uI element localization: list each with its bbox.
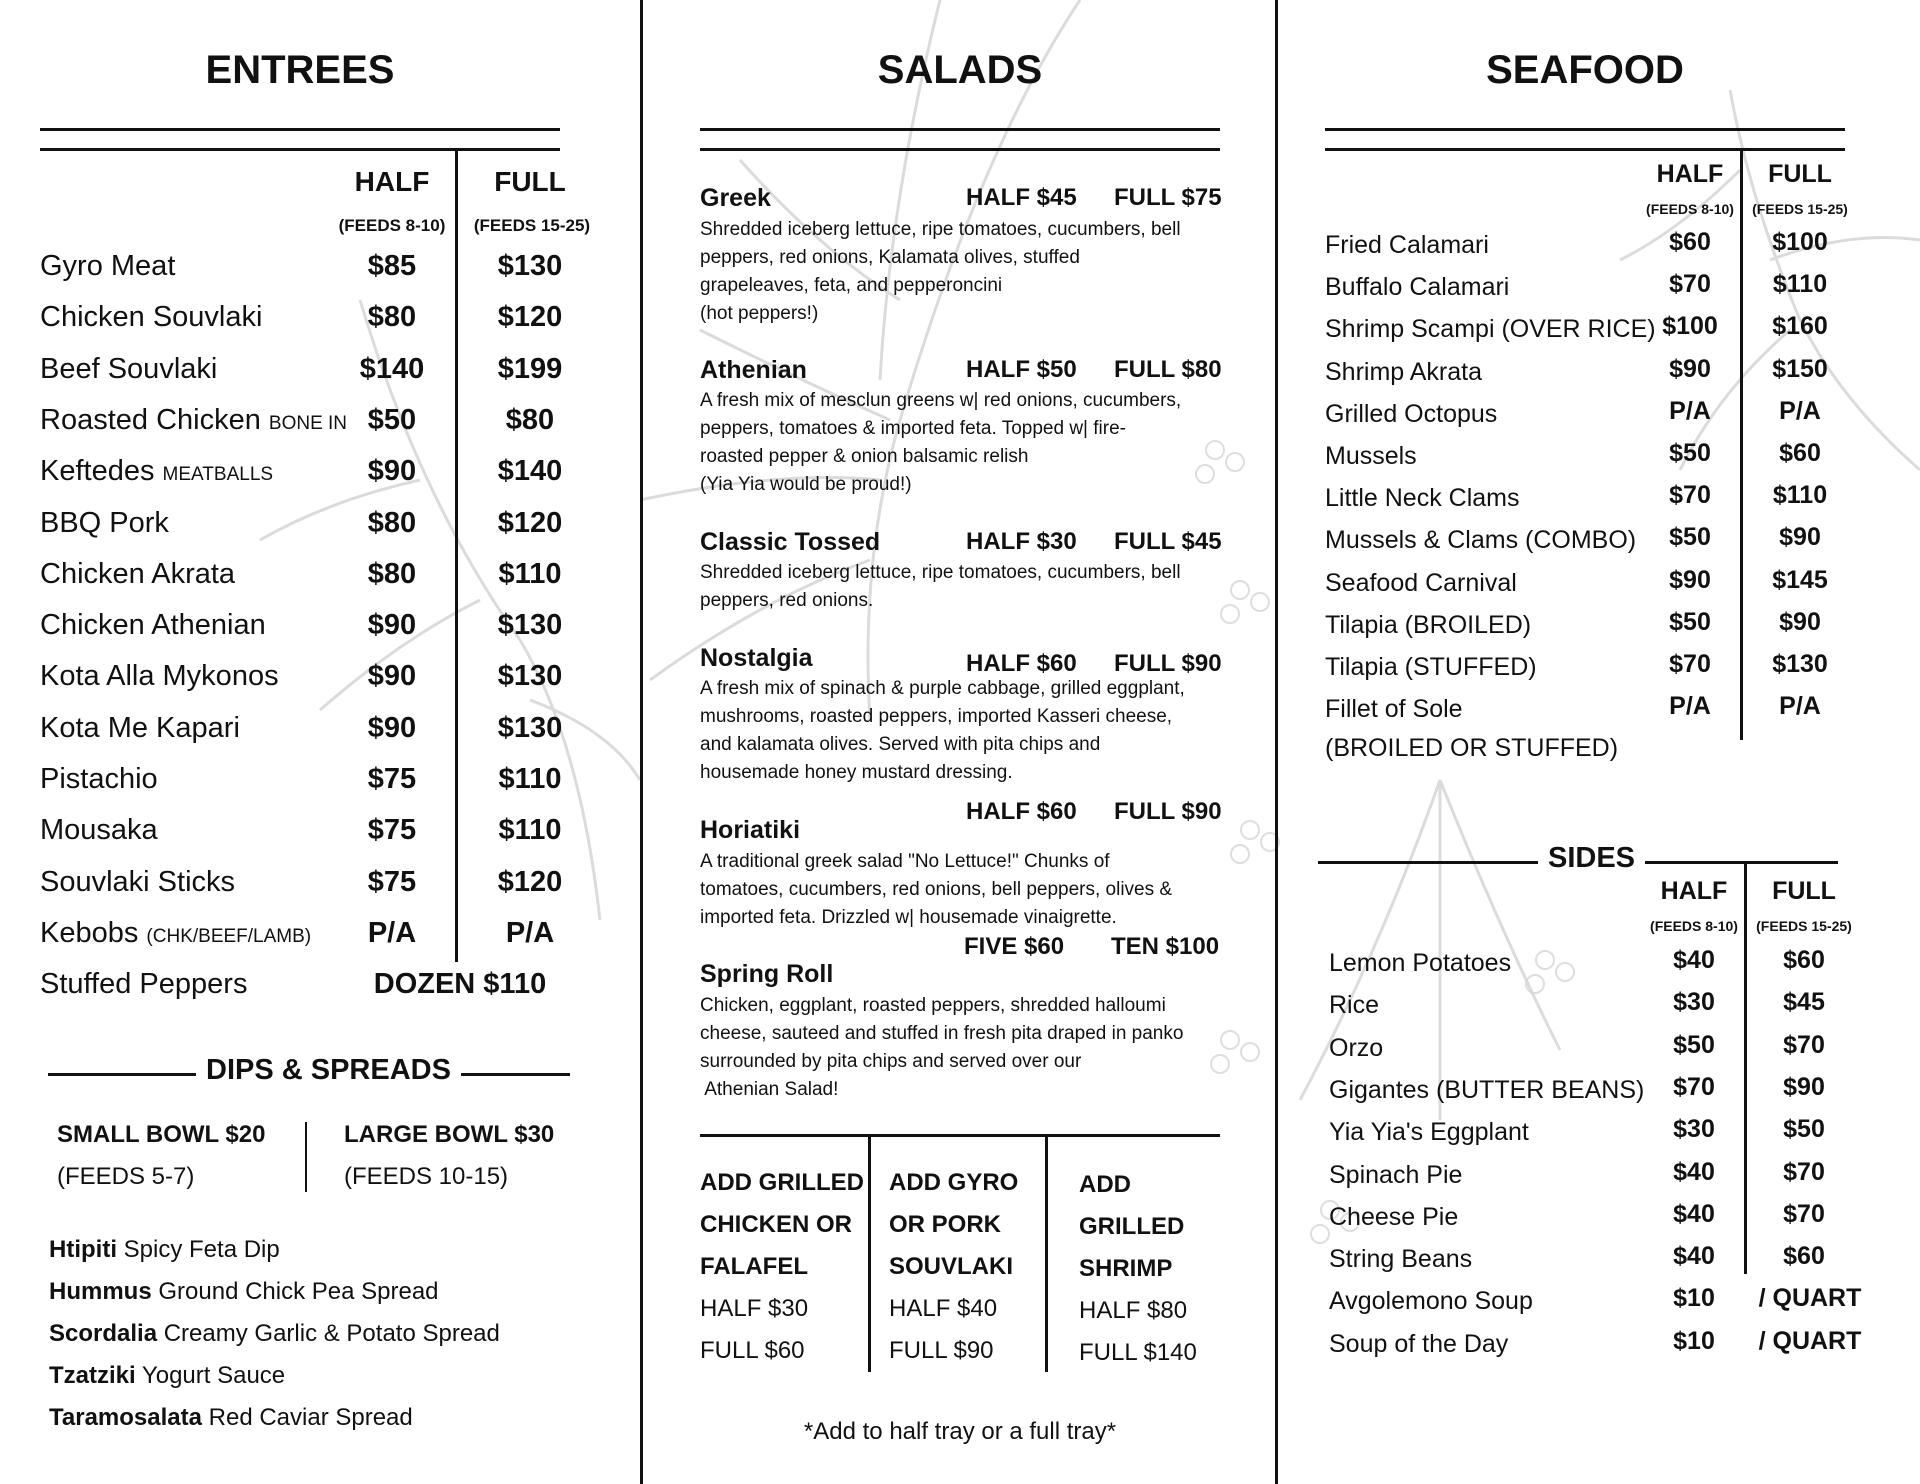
entree-name (40, 609, 266, 642)
seafood-rule-bottom (1325, 148, 1845, 151)
entree-name-text: Kebobs (40, 916, 139, 949)
side-half-price: $40 (1673, 1157, 1715, 1186)
side-full-price: $70 (1783, 1030, 1825, 1059)
entree-half-price: $80 (367, 301, 417, 334)
salad-name: Nostalgia (700, 644, 813, 672)
small-bowl-feeds: (FEEDS 5-7) (57, 1163, 195, 1190)
seafood-name: Fillet of Sole (1325, 695, 1463, 724)
side-name: Avgolemono Soup (1329, 1287, 1533, 1316)
salad-full-price: FULL $90 (1114, 798, 1222, 825)
seafood-name: Buffalo Calamari (1325, 273, 1510, 302)
salad-full-price: FULL $90 (1114, 650, 1222, 677)
entree-full-price: $110 (498, 763, 562, 795)
entree-half-price: $75 (367, 865, 417, 898)
stuffed-peppers-price: DOZEN $110 (373, 968, 547, 1000)
salad-half-price: HALF $45 (966, 184, 1077, 211)
addon-full-price: FULL $60 (700, 1337, 805, 1364)
salad-name: Athenian (700, 356, 807, 384)
side-half-price: $70 (1673, 1072, 1715, 1101)
dip-description: Yogurt Sauce (141, 1362, 286, 1389)
salad-description-line: Chicken, eggplant, roasted peppers, shredded halloumi (700, 995, 1166, 1016)
salad-name: Spring Roll (700, 960, 834, 988)
seafood-half-price: P/A (1669, 396, 1711, 425)
seafood-name: Mussels (1325, 442, 1417, 470)
salad-full-price: FULL $75 (1114, 184, 1222, 211)
entree-full-price: $110 (498, 814, 562, 847)
seafood-name: Tilapia (BROILED) (1325, 610, 1532, 639)
side-half-price: $30 (1673, 988, 1715, 1017)
seafood-full-price: $145 (1772, 565, 1828, 594)
side-name: Orzo (1329, 1033, 1384, 1062)
side-full-price: $70 (1783, 1199, 1825, 1228)
side-half-price: $50 (1673, 1030, 1715, 1059)
salad-description-line: A fresh mix of mesclun greens w| red onions, cucumbers, (700, 390, 1182, 411)
addon-title-line: GRILLED (1079, 1213, 1185, 1240)
salad-half-price: HALF $50 (966, 356, 1077, 383)
entree-name-text: BBQ Pork (40, 506, 169, 539)
entree-name (40, 507, 169, 540)
entrees-rule-top (40, 128, 560, 131)
entree-name-text: Mousaka (40, 814, 158, 847)
column-divider-right (1275, 0, 1278, 1484)
salad-description-line: cheese, sauteed and stuffed in fresh pita draped in panko (700, 1023, 1184, 1044)
side-name: Soup of the Day (1329, 1329, 1509, 1358)
seafood-half-price: $50 (1669, 439, 1711, 467)
addon-block (700, 1162, 864, 1372)
dip-item (49, 1320, 500, 1348)
entree-name (40, 866, 235, 899)
dip-name: Scordalia (49, 1320, 158, 1347)
column-divider-left (640, 0, 643, 1484)
entree-half-price: P/A (367, 916, 417, 949)
addon-title-line: ADD (1079, 1171, 1131, 1198)
seafood-name: Seafood Carnival (1325, 568, 1517, 597)
sides-half-header: HALF (1660, 877, 1728, 905)
entree-name (40, 558, 235, 591)
entree-half-price: $50 (367, 403, 417, 436)
seafood-half-price: $70 (1669, 481, 1711, 510)
entree-full-price: $110 (498, 557, 562, 590)
salad-description-line: mushrooms, roasted peppers, imported Kasseri cheese, (700, 706, 1173, 727)
salad-description-line: A traditional greek salad "No Lettuce!" Chunks of (700, 851, 1110, 872)
entree-full-price: $130 (497, 660, 563, 693)
dip-item (49, 1278, 439, 1306)
large-bowl-label: LARGE BOWL $30 (344, 1121, 555, 1148)
seafood-half-price: P/A (1669, 692, 1711, 721)
seafood-full-price: $110 (1772, 481, 1828, 510)
seafood-full-price: P/A (1779, 396, 1821, 425)
addon-title-line: ADD GRILLED (700, 1169, 864, 1196)
addons-rule (700, 1134, 1220, 1137)
seafood-half-price: $60 (1669, 228, 1711, 256)
salad-description (700, 675, 1230, 787)
salad-description-line: tomatoes, cucumbers, red onions, bell peppers, olives & (700, 879, 1173, 900)
side-name: Gigantes (BUTTER BEANS) (1329, 1075, 1645, 1104)
side-name: Lemon Potatoes (1329, 949, 1512, 977)
salad-description (700, 216, 1230, 328)
side-full-price: $70 (1783, 1157, 1825, 1186)
seafood-half-price: $50 (1669, 523, 1711, 552)
salad-description-line: Shredded iceberg lettuce, ripe tomatoes, cucumbers, bell (700, 562, 1181, 583)
salad-name: Greek (700, 184, 771, 212)
entree-name (40, 250, 175, 283)
entree-full-price: $80 (505, 403, 555, 436)
dip-item (49, 1362, 285, 1390)
salad-full-price: TEN $100 (1111, 933, 1220, 960)
entree-full-price: $130 (497, 250, 563, 282)
large-bowl-feeds: (FEEDS 10-15) (344, 1163, 509, 1190)
dip-description: Red Caviar Spread (208, 1404, 413, 1431)
entree-name (40, 660, 279, 693)
entree-name (40, 301, 262, 334)
entree-name-text: Pistachio (40, 763, 158, 795)
entrees-full-feeds: (FEEDS 15-25) (473, 216, 591, 235)
entree-half-price: $90 (367, 711, 417, 744)
entree-name (40, 712, 240, 745)
salad-half-price: HALF $60 (966, 650, 1077, 677)
entrees-rule-bottom (40, 148, 560, 151)
seafood-name: Tilapia (STUFFED) (1325, 653, 1537, 681)
addon-block (1079, 1164, 1197, 1374)
entree-full-price: $130 (497, 711, 563, 744)
side-full-price: / QUART (1758, 1284, 1862, 1313)
seafood-full-price: $160 (1772, 312, 1828, 341)
entree-half-price: $80 (367, 506, 417, 539)
addon-half-price: HALF $40 (889, 1295, 998, 1322)
seafood-full-price: $90 (1779, 607, 1821, 636)
entree-full-price: $120 (497, 506, 563, 539)
entree-full-price: P/A (505, 916, 555, 949)
salad-description-line: imported feta. Drizzled w| housemade vinaigrette. (700, 907, 1117, 928)
seafood-name: Mussels & Clams (COMBO) (1325, 526, 1637, 555)
small-bowl-label: SMALL BOWL $20 (57, 1121, 266, 1148)
salads-rule-bottom (700, 148, 1220, 151)
side-full-price: $45 (1783, 988, 1825, 1017)
entree-name-text: Kota Alla Mykonos (40, 660, 279, 693)
entree-name-text: Souvlaki Sticks (40, 865, 236, 898)
salad-full-price: FULL $45 (1114, 528, 1222, 555)
side-name: Spinach Pie (1329, 1160, 1463, 1189)
addon-half-price: HALF $80 (1079, 1297, 1188, 1324)
seafood-full-price: $110 (1772, 270, 1828, 299)
seafood-half-header: HALF (1656, 160, 1724, 188)
side-full-price: $90 (1783, 1072, 1825, 1101)
seafood-half-price: $70 (1669, 270, 1711, 299)
sides-full-feeds: (FEEDS 15-25) (1756, 918, 1852, 934)
seafood-name: Shrimp Akrata (1325, 357, 1483, 386)
salad-description-line: grapeleaves, feta, and pepperoncini (700, 275, 1003, 296)
entree-name (40, 814, 158, 847)
salad-description-line: (Yia Yia would be proud!) (700, 474, 912, 495)
salad-description (700, 848, 1230, 932)
salad-description-line: roasted pepper & onion balsamic relish (700, 446, 1029, 467)
entree-full-price: $140 (497, 455, 563, 488)
side-name: Cheese Pie (1329, 1202, 1459, 1231)
seafood-full-price: $100 (1772, 228, 1828, 256)
salad-description (700, 992, 1230, 1104)
dip-name: Hummus (49, 1278, 152, 1305)
addon-block (889, 1162, 1018, 1372)
bowl-divider (305, 1122, 307, 1192)
seafood-name: Little Neck Clams (1325, 484, 1520, 513)
entree-name-text: Roasted Chicken (40, 403, 261, 436)
addon-title-line: SHRIMP (1079, 1255, 1173, 1282)
entree-half-price: $90 (367, 609, 417, 642)
addon-title-line: FALAFEL (700, 1253, 808, 1280)
entree-name (40, 917, 311, 950)
entree-half-price: $80 (367, 557, 417, 590)
entree-full-price: $120 (497, 301, 563, 334)
side-half-price: $40 (1673, 946, 1715, 974)
salads-rule-top (700, 128, 1220, 131)
entree-name (40, 404, 347, 437)
entree-name (40, 763, 158, 796)
side-half-price: $30 (1673, 1115, 1715, 1144)
salad-description-line: Shredded iceberg lettuce, ripe tomatoes, cucumbers, bell (700, 219, 1181, 240)
salad-description (700, 559, 1230, 615)
entree-half-price: $140 (359, 352, 425, 385)
entree-name-text: Chicken Akrata (40, 557, 236, 590)
salads-title: SALADS (877, 48, 1043, 92)
entree-name-text: Chicken Souvlaki (40, 301, 263, 334)
side-half-price: $40 (1673, 1242, 1715, 1271)
sides-title: SIDES (1538, 842, 1645, 875)
entree-name-text: Chicken Athenian (40, 609, 266, 642)
dip-name: Tzatziki (49, 1362, 136, 1389)
salad-description-line: A fresh mix of spinach & purple cabbage, grilled eggplant, (700, 678, 1185, 699)
addon-divider-2 (1045, 1136, 1048, 1372)
entree-half-price: $90 (367, 455, 417, 488)
salad-description-line: (hot peppers!) (700, 303, 819, 324)
salad-description-line: and kalamata olives. Served with pita chips and (700, 734, 1101, 755)
seafood-half-price: $50 (1669, 607, 1711, 636)
entree-name-text: Kota Me Kapari (40, 711, 240, 744)
entrees-half-header: HALF (354, 166, 430, 197)
salad-description-line: surrounded by pita chips and served over our (700, 1051, 1082, 1072)
salad-half-price: HALF $30 (966, 528, 1077, 555)
side-name: String Beans (1329, 1245, 1473, 1274)
side-full-price: $60 (1783, 1242, 1825, 1271)
entree-name-note: MEATBALLS (162, 464, 274, 486)
salad-full-price: FULL $80 (1114, 356, 1222, 383)
salad-description (700, 387, 1230, 499)
seafood-half-feeds: (FEEDS 8-10) (1646, 201, 1734, 217)
entree-name (40, 455, 273, 488)
salad-name: Horiatiki (700, 816, 801, 844)
dip-name: Taramosalata (49, 1404, 202, 1431)
sides-half-feeds: (FEEDS 8-10) (1650, 918, 1738, 934)
addon-title-line: OR PORK (889, 1211, 1002, 1238)
side-half-price: $10 (1673, 1326, 1715, 1355)
salad-description-line: peppers, red onions, Kalamata olives, stuffed (700, 247, 1080, 268)
seafood-half-price: $90 (1669, 354, 1711, 383)
side-full-price: $60 (1783, 946, 1825, 974)
side-full-price: / QUART (1758, 1326, 1862, 1355)
entree-half-price: $90 (367, 660, 417, 693)
entrees-price-divider (455, 150, 458, 962)
addons-footnote: *Add to half tray or a full tray* (803, 1418, 1117, 1445)
dip-item (49, 1236, 280, 1264)
side-half-price: $10 (1673, 1284, 1715, 1313)
dip-description: Spicy Feta Dip (123, 1236, 280, 1263)
entree-full-price: $199 (497, 352, 563, 385)
seafood-title: SEAFOOD (1486, 48, 1684, 92)
entree-name (40, 353, 217, 386)
addon-title-line: SOUVLAKI (889, 1253, 1014, 1280)
entrees-title: ENTREES (205, 48, 395, 92)
entree-name-text: Gyro Meat (40, 250, 176, 282)
salad-description-line: peppers, tomatoes & imported feta. Topped w| fire- (700, 418, 1126, 439)
salad-description-line: Athenian Salad! (700, 1079, 839, 1100)
seafood-name: Grilled Octopus (1325, 399, 1498, 428)
addon-title-line: CHICKEN OR (700, 1211, 853, 1238)
seafood-full-price: $150 (1772, 354, 1828, 383)
entree-name-note: BONE IN (268, 412, 348, 434)
addon-title-line: ADD GYRO (889, 1169, 1019, 1196)
seafood-name: Fried Calamari (1325, 231, 1489, 259)
seafood-full-feeds: (FEEDS 15-25) (1752, 201, 1848, 217)
dip-description: Ground Chick Pea Spread (158, 1278, 439, 1305)
side-name: Yia Yia's Eggplant (1329, 1118, 1529, 1147)
seafood-full-header: FULL (1768, 160, 1832, 188)
seafood-rule-top (1325, 128, 1845, 131)
seafood-full-price: $60 (1779, 439, 1821, 467)
seafood-half-price: $90 (1669, 565, 1711, 594)
salad-description-line: peppers, red onions. (700, 590, 874, 611)
entree-name-text: Beef Souvlaki (40, 352, 218, 385)
seafood-full-price: P/A (1779, 692, 1821, 721)
sides-full-header: FULL (1772, 877, 1836, 905)
seafood-full-price: $130 (1772, 650, 1828, 678)
entree-half-price: $75 (367, 814, 417, 847)
dip-item (49, 1404, 413, 1432)
entree-half-price: $75 (367, 763, 417, 795)
salad-description-line: housemade honey mustard dressing. (700, 762, 1013, 783)
entrees-half-feeds: (FEEDS 8-10) (338, 216, 446, 235)
addon-full-price: FULL $90 (889, 1337, 994, 1364)
entree-name-note: (CHK/BEEF/LAMB) (146, 925, 312, 947)
entree-full-price: $120 (497, 865, 563, 898)
addon-divider-1 (868, 1136, 871, 1372)
side-full-price: $50 (1783, 1115, 1825, 1144)
entree-half-price: $85 (367, 250, 417, 282)
salad-name: Classic Tossed (700, 528, 881, 556)
entree-name-text: Keftedes (40, 455, 155, 488)
dips-title: DIPS & SPREADS (196, 1054, 461, 1087)
entrees-full-header: FULL (494, 166, 566, 197)
entree-full-price: $130 (497, 609, 563, 642)
seafood-full-price: $90 (1779, 523, 1821, 552)
seafood-half-price: $100 (1662, 312, 1718, 341)
dip-name: Htipiti (49, 1236, 117, 1263)
salad-half-price: FIVE $60 (964, 933, 1065, 960)
sole-note: (BROILED OR STUFFED) (1325, 734, 1619, 762)
addon-half-price: HALF $30 (700, 1295, 809, 1322)
salad-half-price: HALF $60 (966, 798, 1077, 825)
side-half-price: $40 (1673, 1199, 1715, 1228)
side-name: Rice (1329, 991, 1380, 1020)
seafood-half-price: $70 (1669, 650, 1711, 678)
stuffed-peppers-name: Stuffed Peppers (40, 968, 248, 1000)
dip-description: Creamy Garlic & Potato Spread (163, 1320, 500, 1347)
addon-full-price: FULL $140 (1079, 1339, 1197, 1366)
seafood-name: Shrimp Scampi (OVER RICE) (1325, 315, 1656, 344)
